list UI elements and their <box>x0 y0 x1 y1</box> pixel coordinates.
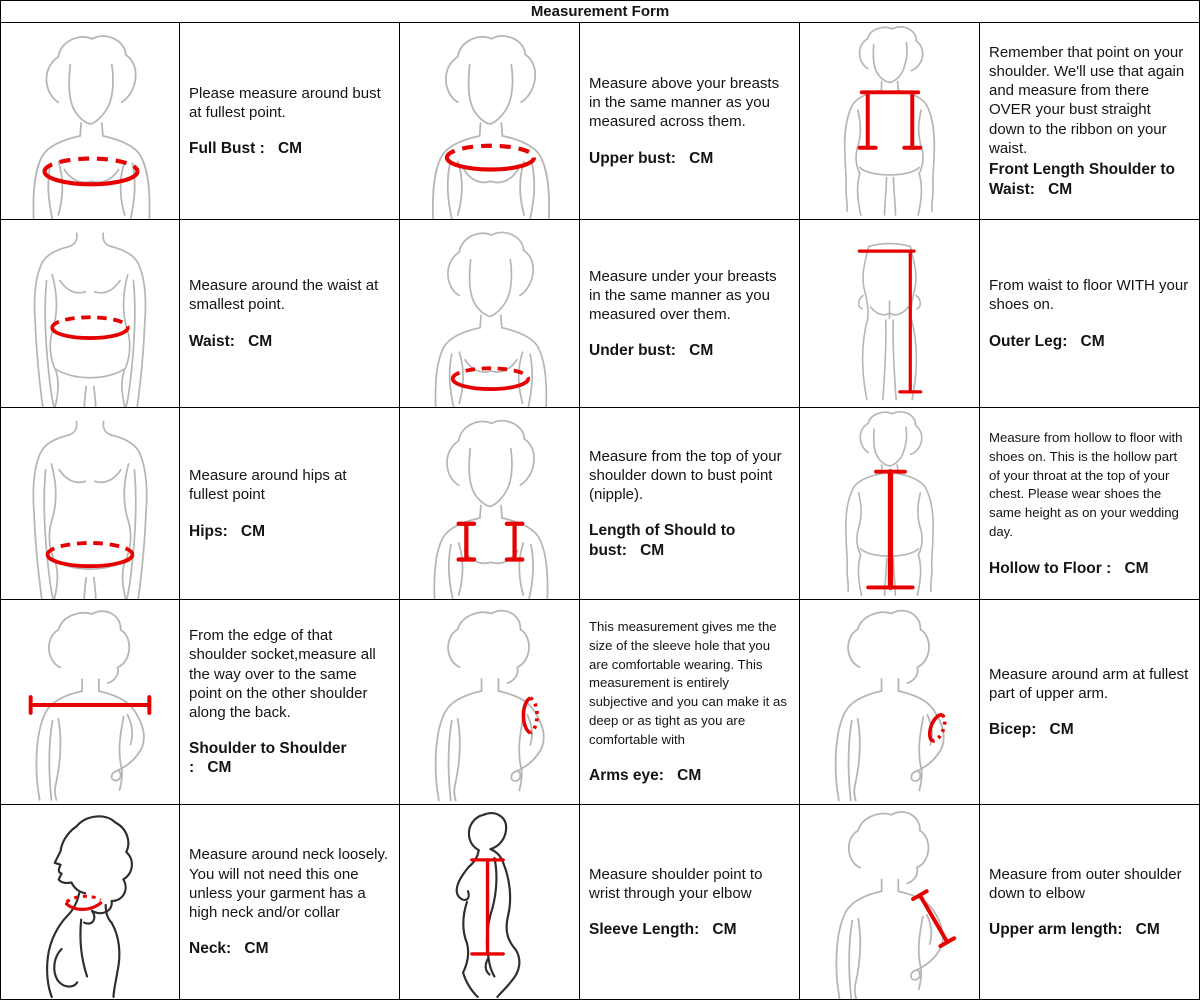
measurement-label-line <box>189 332 389 351</box>
measurement-label-line <box>989 160 1189 199</box>
measurement-label: Bicep: <box>989 721 1037 739</box>
upper-arm-length-figure <box>800 805 979 999</box>
shoulder-to-bust-figure <box>400 408 580 600</box>
measurement-label: Neck: <box>189 940 232 958</box>
measurement-label-line <box>589 920 789 939</box>
cell-under-bust <box>580 220 800 408</box>
arms-eye-figure <box>400 600 579 804</box>
sleeve-length-figure <box>400 805 579 999</box>
cell-full-bust <box>180 23 400 220</box>
neck-figure <box>1 805 179 999</box>
measurement-label-line <box>589 766 789 785</box>
measurement-row <box>1 600 1199 805</box>
unit-label: CM <box>244 940 269 958</box>
measurement-description: From the edge of that shoulder socket,measure all the way over to the same point on the other shoulder along the back. <box>189 627 376 721</box>
measurement-label-line <box>189 139 389 158</box>
upper-bust-figure <box>400 23 580 220</box>
measurement-description: This measurement gives me the size of the sleeve hole that you are comfortable wearing. This measurement is entirely subjective and you can make it as deep or as tight as you are comfortable with <box>589 619 787 747</box>
front-length-figure <box>800 23 980 220</box>
measurement-label: Full Bust : <box>189 140 265 158</box>
hips-figure <box>1 408 179 599</box>
measurement-row <box>1 805 1199 999</box>
under-bust-figure <box>400 220 579 407</box>
cell-sleeve-length <box>580 805 800 999</box>
unit-label: CM <box>689 149 714 167</box>
unit-label: CM <box>712 921 737 939</box>
measurement-label-line <box>589 149 789 168</box>
unit-label: CM <box>677 767 702 785</box>
sleeve-length-figure <box>400 805 580 999</box>
measurement-label: Hips: <box>189 522 228 540</box>
cell-upper-bust <box>580 23 800 220</box>
measurement-label-line <box>589 341 789 360</box>
cell-hollow-to-floor <box>980 408 1199 600</box>
measurement-label-line <box>589 521 789 560</box>
cell-outer-leg <box>980 220 1199 408</box>
measurement-description: Measure shoulder point to wrist through your elbow <box>589 865 763 902</box>
unit-label: CM <box>248 332 273 350</box>
measurement-description: From waist to floor WITH your shoes on. <box>989 277 1189 314</box>
measurement-description: Please measure around bust at fullest point. <box>189 84 381 121</box>
unit-label: CM <box>689 342 714 360</box>
cell-upper-arm-length <box>980 805 1199 999</box>
measurement-label-line <box>989 720 1189 739</box>
bicep-figure <box>800 600 979 804</box>
measurement-label-line <box>189 522 389 541</box>
measurement-label: Front Length Shoulder to Waist: <box>989 161 1175 198</box>
measurement-row <box>1 408 1199 600</box>
measurement-label: Under bust: <box>589 342 676 360</box>
cell-neck <box>180 805 400 999</box>
waist-figure <box>1 220 179 407</box>
unit-label: CM <box>1049 721 1074 739</box>
under-bust-figure <box>400 220 580 408</box>
measurement-label: Sleeve Length: <box>589 921 700 939</box>
cell-arms-eye <box>580 600 800 805</box>
neck-figure <box>1 805 180 999</box>
measurement-description: Measure around neck loosely. You will not need this one unless your garment has a high neck and/or collar <box>189 846 388 921</box>
measurement-label-line <box>989 559 1189 578</box>
waist-figure <box>1 220 180 408</box>
measurement-label: Arms eye: <box>589 767 664 785</box>
outer-leg-figure <box>800 220 979 407</box>
unit-label: CM <box>640 541 665 559</box>
measurement-description: Measure around hips at fullest point <box>189 467 347 504</box>
measurement-row <box>1 23 1199 220</box>
cell-waist <box>180 220 400 408</box>
unit-label: CM <box>207 759 232 777</box>
hollow-to-floor-figure <box>800 408 980 600</box>
measurement-description: Measure from the top of your shoulder down to bust point (nipple). <box>589 447 782 504</box>
unit-label: CM <box>277 140 303 158</box>
unit-label: CM <box>240 522 266 540</box>
cell-front-length <box>980 23 1199 220</box>
unit-label: CM <box>1124 559 1149 577</box>
cell-shoulder-to-shoulder <box>180 600 400 805</box>
unit-label: CM <box>1080 332 1105 350</box>
shoulder-to-shoulder-figure <box>1 600 179 804</box>
upper-bust-figure <box>400 23 579 219</box>
measurement-label-line <box>989 920 1189 939</box>
measurement-description: Measure under your breasts in the same manner as you measured over them. <box>589 267 777 323</box>
upper-arm-length-figure <box>800 805 980 999</box>
hips-figure <box>1 408 180 600</box>
front-length-figure <box>800 23 979 219</box>
shoulder-to-shoulder-figure <box>1 600 180 805</box>
outer-leg-figure <box>800 220 980 408</box>
shoulder-to-bust-figure <box>400 408 579 599</box>
hollow-to-floor-figure <box>800 408 979 599</box>
measurement-label: Length of Should to bust: <box>589 522 736 559</box>
measurement-description: Measure from hollow to floor with shoes on. This is the hollow part of your throat at the top of your chest. Please wear shoes the same height as on your wedding day. <box>989 430 1183 539</box>
measurement-description: Remember that point on your shoulder. We'll use that again and measure from there OVER your bust straight down to the ribbon on your waist. <box>989 43 1185 157</box>
cell-bicep <box>980 600 1199 805</box>
measurement-label-line <box>989 332 1189 351</box>
measurement-description: Measure from outer shoulder down to elbow <box>989 865 1182 902</box>
measurement-label-line <box>189 739 389 778</box>
measurement-description: Measure around the waist at smallest point. <box>189 277 379 314</box>
cell-shoulder-to-bust <box>580 408 800 600</box>
measurement-label: Upper arm length: <box>989 921 1123 939</box>
page-title: Measurement Form <box>1 1 1199 23</box>
measurement-label-line <box>189 939 389 958</box>
unit-label: CM <box>1135 921 1160 939</box>
measurement-description: Measure around arm at fullest part of upper arm. <box>989 665 1189 702</box>
bicep-figure <box>800 600 980 805</box>
unit-label: CM <box>1048 180 1073 198</box>
full-bust-figure <box>1 23 180 220</box>
full-bust-figure <box>1 23 179 219</box>
measurement-row <box>1 220 1199 408</box>
measurement-description: Measure above your breasts in the same manner as you measured across them. <box>589 75 780 131</box>
measurement-label: Outer Leg: <box>989 332 1068 350</box>
measurement-label: Shoulder to Shoulder : <box>189 740 347 777</box>
arms-eye-figure <box>400 600 580 805</box>
measurement-label: Waist: <box>189 332 235 350</box>
measurement-label: Hollow to Floor : <box>989 559 1112 577</box>
measurement-label: Upper bust: <box>589 149 676 167</box>
cell-hips <box>180 408 400 600</box>
